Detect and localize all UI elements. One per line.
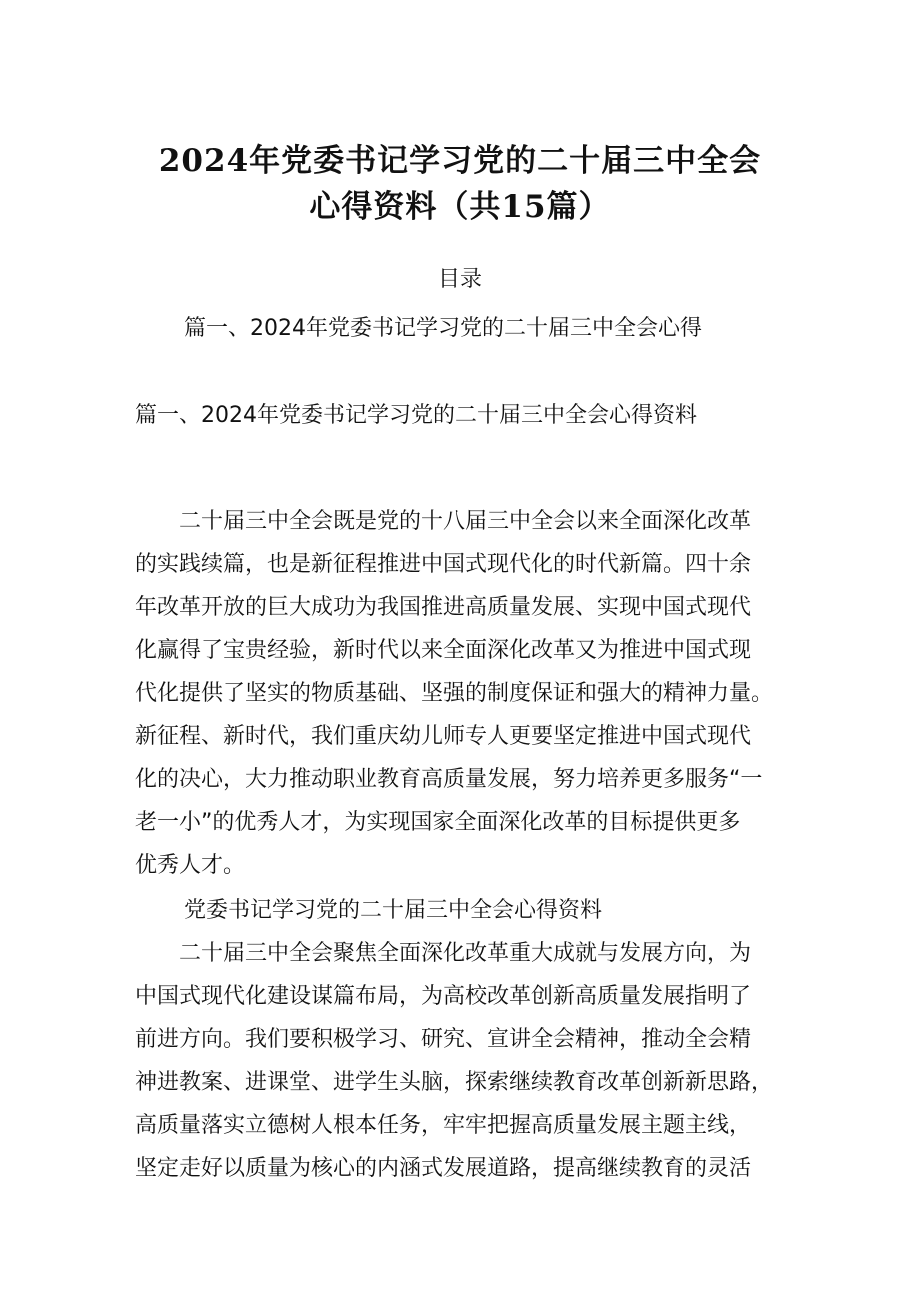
paragraph-line: 新征程、新时代，我们重庆幼儿师专人更要坚定推进中国式现代: [135, 724, 752, 749]
paragraph-line: 化的决心，大力推动职业教育高质量发展，努力培养更多服务“一: [135, 767, 763, 792]
paragraph-line: 老一小”的优秀人才，为实现国家全面深化改革的目标提供更多: [135, 810, 741, 835]
sub-heading: 党委书记学习党的二十届三中全会心得资料: [184, 898, 603, 923]
document-title-line-1: 2024年党委书记学习党的二十届三中全会: [158, 143, 762, 179]
paragraph-line: 二十届三中全会聚焦全面深化改革重大成就与发展方向，为: [179, 941, 752, 966]
paragraph-2: [135, 932, 795, 1190]
document-title-line-2: 心得资料（共15篇）: [309, 189, 611, 225]
paragraph-line: 中国式现代化建设谋篇布局，为高校改革创新高质量发展指明了: [135, 984, 752, 1009]
paragraph-line: 代化提供了坚实的物质基础、坚强的制度保证和强大的精神力量。: [135, 681, 774, 706]
toc-heading: 目录: [437, 267, 482, 292]
paragraph-line: 化赢得了宝贵经验，新时代以来全面深化改革又为推进中国式现: [135, 638, 752, 663]
paragraph-line: 二十届三中全会既是党的十八届三中全会以来全面深化改革: [179, 509, 752, 534]
section-heading: 篇一、2024年党委书记学习党的二十届三中全会心得资料: [135, 403, 697, 428]
paragraph-1: [135, 500, 795, 887]
paragraph-line: 优秀人才。: [135, 853, 246, 878]
paragraph-line: 年改革开放的巨大成功为我国推进高质量发展、实现中国式现代: [135, 595, 752, 620]
paragraph-line: 坚定走好以质量为核心的内涵式发展道路，提高继续教育的灵活: [135, 1156, 752, 1181]
paragraph-line: 高质量落实立德树人根本任务，牢牢把握高质量发展主题主线，: [135, 1113, 752, 1138]
paragraph-line: 神进教案、进课堂、进学生头脑，探索继续教育改革创新新思路，: [135, 1070, 774, 1095]
toc-item: 篇一、2024年党委书记学习党的二十届三中全会心得: [184, 316, 702, 341]
paragraph-line: 的实践续篇，也是新征程推进中国式现代化的时代新篇。四十余: [135, 552, 752, 577]
paragraph-line: 前进方向。我们要积极学习、研究、宣讲全会精神，推动全会精: [135, 1027, 752, 1052]
